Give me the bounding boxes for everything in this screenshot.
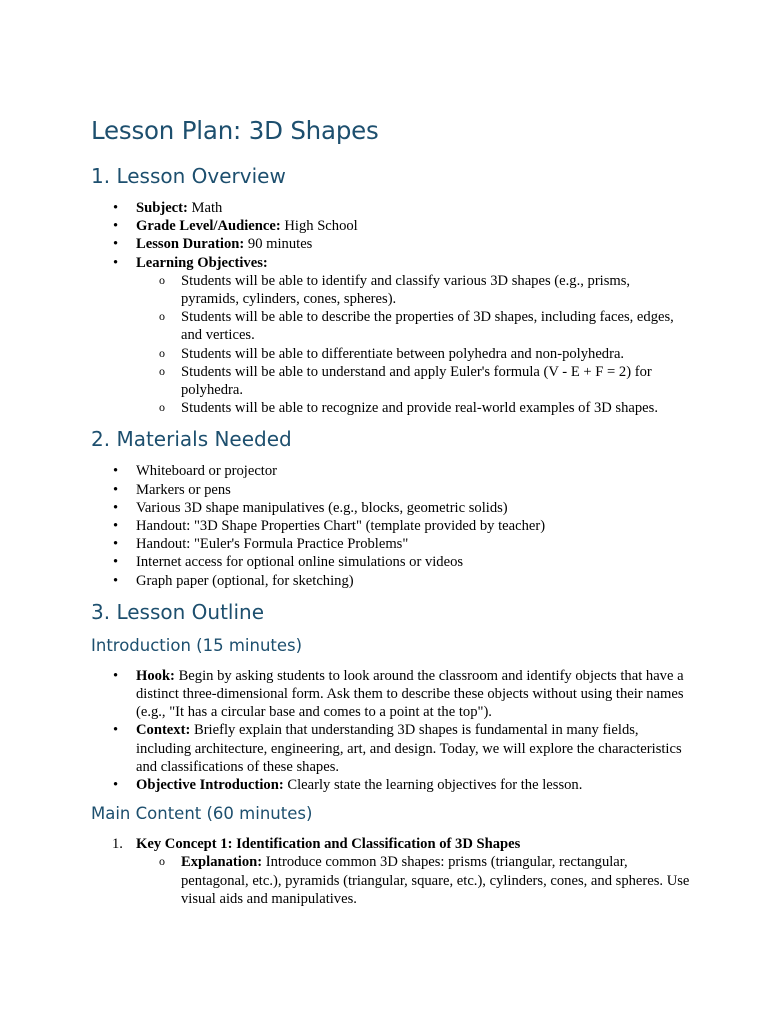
- concept-sublist: [136, 853, 691, 908]
- list-item: • Various 3D shape manipulatives (e.g., blocks, geometric solids): [91, 499, 691, 517]
- item-label: Explanation:: [181, 854, 263, 871]
- list-item: [91, 776, 691, 794]
- subheading-main-content: Main Content (60 minutes): [91, 804, 313, 824]
- item-label: Lesson Duration:: [136, 236, 245, 253]
- list-item: [91, 199, 691, 217]
- list-item: [91, 667, 691, 722]
- list-item: • Whiteboard or projector: [91, 462, 691, 480]
- page-title: Lesson Plan: 3D Shapes: [91, 116, 379, 145]
- list-item: [91, 721, 691, 776]
- section-heading-overview: 1. Lesson Overview: [91, 164, 286, 188]
- document-page: [91, 112, 691, 908]
- list-item: • Handout: "Euler's Formula Practice Problems": [91, 535, 691, 553]
- item-value: Clearly state the learning objectives for the lesson.: [283, 777, 583, 794]
- item-label: Hook:: [136, 667, 175, 684]
- objectives-sublist: [136, 272, 691, 418]
- subheading-introduction: Introduction (15 minutes): [91, 635, 303, 655]
- item-label: Objective Introduction:: [136, 777, 284, 794]
- item-value: High School: [280, 218, 358, 235]
- numbered-item: [91, 835, 691, 908]
- item-label: Context:: [136, 722, 191, 739]
- item-label: Subject:: [136, 200, 188, 216]
- item-value: 90 minutes: [244, 236, 313, 253]
- item-value: Briefly explain that understanding 3D shapes is fundamental in many fields, including architecture, engineering, art, and design. Today, we will explore the characteristics and classifications of these shapes.: [136, 722, 682, 775]
- section-heading-outline: 3. Lesson Outline: [91, 599, 264, 624]
- objective-item: o Students will be able to describe the properties of 3D shapes, including faces, edges, and vertices.: [136, 308, 691, 344]
- objective-item: o Students will be able to differentiate between polyhedra and non-polyhedra.: [136, 345, 691, 363]
- objective-item: o Students will be able to recognize and provide real-world examples of 3D shapes.: [136, 399, 691, 417]
- objective-item: o Students will be able to identify and classify various 3D shapes (e.g., prisms, pyramids, cylinders, cones, spheres).: [136, 272, 691, 308]
- list-item: [91, 254, 691, 418]
- introduction-list: [91, 667, 691, 794]
- item-value: Begin by asking students to look around the classroom and identify objects that have a distinct three-dimensional form. Ask them to describe these objects without using their names (e.g., "It has a circular base and comes to a point at the top").: [136, 667, 684, 721]
- sub-item: [136, 853, 691, 908]
- item-label: Learning Objectives:: [136, 254, 268, 271]
- list-item: [91, 235, 691, 253]
- list-item: [91, 217, 691, 235]
- item-label: Grade Level/Audience:: [136, 218, 281, 235]
- list-item: • Graph paper (optional, for sketching): [91, 572, 691, 590]
- item-value: Math: [187, 200, 223, 216]
- list-item: • Markers or pens: [91, 481, 691, 499]
- overview-list: [91, 199, 691, 417]
- list-item: • Internet access for optional online simulations or videos: [91, 553, 691, 571]
- item-value: Introduce common 3D shapes: prisms (triangular, rectangular, pentagonal, etc.), pyramids (triangular, square, etc.), cylinders, cones, and spheres. Use visual aids and manipulatives.: [181, 854, 690, 907]
- item-label: Key Concept 1: Identification and Classification of 3D Shapes: [136, 836, 521, 853]
- section-heading-materials: 2. Materials Needed: [91, 427, 292, 452]
- list-item: • Handout: "3D Shape Properties Chart" (template provided by teacher): [91, 517, 691, 535]
- objective-item: o Students will be able to understand and apply Euler's formula (V - E + F = 2) for polyhedra.: [136, 363, 691, 399]
- item-number: 1.: [112, 836, 123, 853]
- main-content-list: [91, 835, 691, 908]
- materials-list: [91, 462, 691, 589]
